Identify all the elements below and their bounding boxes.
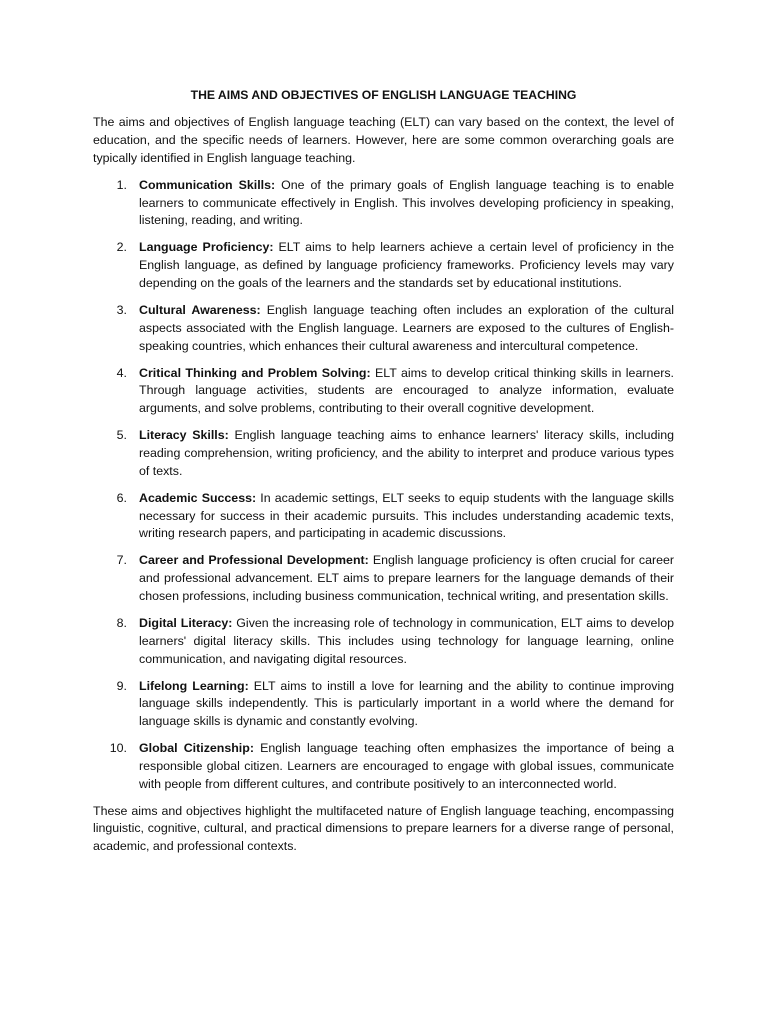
item-number: 4.: [116, 365, 127, 380]
item-heading: Global Citizenship:: [139, 741, 254, 756]
document-title: THE AIMS AND OBJECTIVES OF ENGLISH LANGUAGE TEACHING: [190, 88, 577, 102]
list-item: [93, 552, 674, 605]
item-number: 3.: [116, 303, 127, 318]
list-item: [93, 678, 674, 731]
item-number: 9.: [116, 678, 127, 693]
item-number: 7.: [116, 553, 127, 568]
item-text: Given the increasing role of technology in communication, ELT aims to develop learners' digital literacy skills. This includes using technology for language learning, online communication, and navigating digital resources.: [139, 615, 674, 666]
item-text: English language proficiency is often crucial for career and professional advancement. ELT aims to prepare learners for the language demands of their chosen professions, including business communication, technical writing, and presentation skills.: [139, 553, 675, 603]
intro-paragraph: The aims and objectives of English language teaching (ELT) can vary based on the context, the level of education, and the specific needs of learners. However, here are some common overarching goals are typically identified in English language teaching.: [93, 115, 674, 165]
list-item: [93, 365, 674, 418]
item-text: English language teaching often emphasizes the importance of being a responsible global citizen. Learners are encouraged to engage with global issues, communicate with people from different cultures, and contribute positively to an interconnected world.: [139, 741, 674, 791]
item-heading: Academic Success:: [139, 490, 257, 505]
list-item: [93, 740, 674, 793]
list-item: [93, 302, 674, 355]
item-heading: Career and Professional Development:: [139, 553, 369, 568]
item-text: English language teaching aims to enhance learners' literacy skills, including reading comprehension, writing proficiency, and the ability to interpret and produce various types of texts.: [139, 428, 674, 478]
item-text: ELT aims to develop critical thinking skills in learners. Through language activities, students are encouraged to analyze information, evaluate arguments, and solve problems, contributing to their overall cognitive development.: [139, 365, 675, 416]
item-text: ELT aims to instill a love for learning and the ability to continue improving language skills independently. This is particularly important in a world where the demand for language skills is dynamic and constantly evolving.: [139, 678, 674, 729]
item-number: 5.: [116, 428, 127, 443]
item-heading: Digital Literacy:: [139, 615, 233, 630]
list-item: [93, 615, 674, 668]
document-body: [93, 86, 674, 856]
item-number: 2.: [116, 240, 127, 255]
item-heading: Critical Thinking and Problem Solving:: [139, 365, 371, 380]
item-text: In academic settings, ELT seeks to equip students with the language skills necessary for success in their academic pursuits. This includes understanding academic texts, writing research papers, and participating in academic discussions.: [139, 490, 674, 541]
item-number: 10.: [109, 741, 127, 756]
item-heading: Cultural Awareness:: [139, 303, 261, 318]
item-heading: Literacy Skills:: [139, 428, 229, 443]
item-number: 8.: [116, 615, 127, 630]
item-text: English language teaching often includes an exploration of the cultural aspects associated with the English language. Learners are exposed to the cultures of English-speaking countries, which enhances their cultural awareness and intercultural competence.: [139, 303, 674, 353]
item-text: ELT aims to help learners achieve a certain level of proficiency in the English language, as defined by language proficiency frameworks. Proficiency levels may vary depending on the goals of the learners and the standards set by educational institutions.: [139, 240, 674, 291]
list-item: [93, 490, 674, 543]
item-heading: Communication Skills:: [139, 177, 276, 192]
item-number: 6.: [116, 490, 127, 505]
item-heading: Lifelong Learning:: [139, 678, 249, 693]
list-item: [93, 427, 674, 480]
list-item: [93, 177, 674, 230]
list-item: [93, 239, 674, 292]
aims-list: [93, 177, 674, 794]
item-number: 1.: [116, 177, 127, 192]
item-heading: Language Proficiency:: [139, 240, 274, 255]
conclusion-paragraph: These aims and objectives highlight the multifaceted nature of English language teaching, encompassing linguistic, cognitive, cultural, and practical dimensions to prepare learners for a diverse range of personal, academic, and professional contexts.: [93, 803, 674, 854]
item-text: One of the primary goals of English language teaching is to enable learners to communicate effectively in English. This involves developing proficiency in speaking, listening, reading, and writing.: [139, 177, 674, 228]
